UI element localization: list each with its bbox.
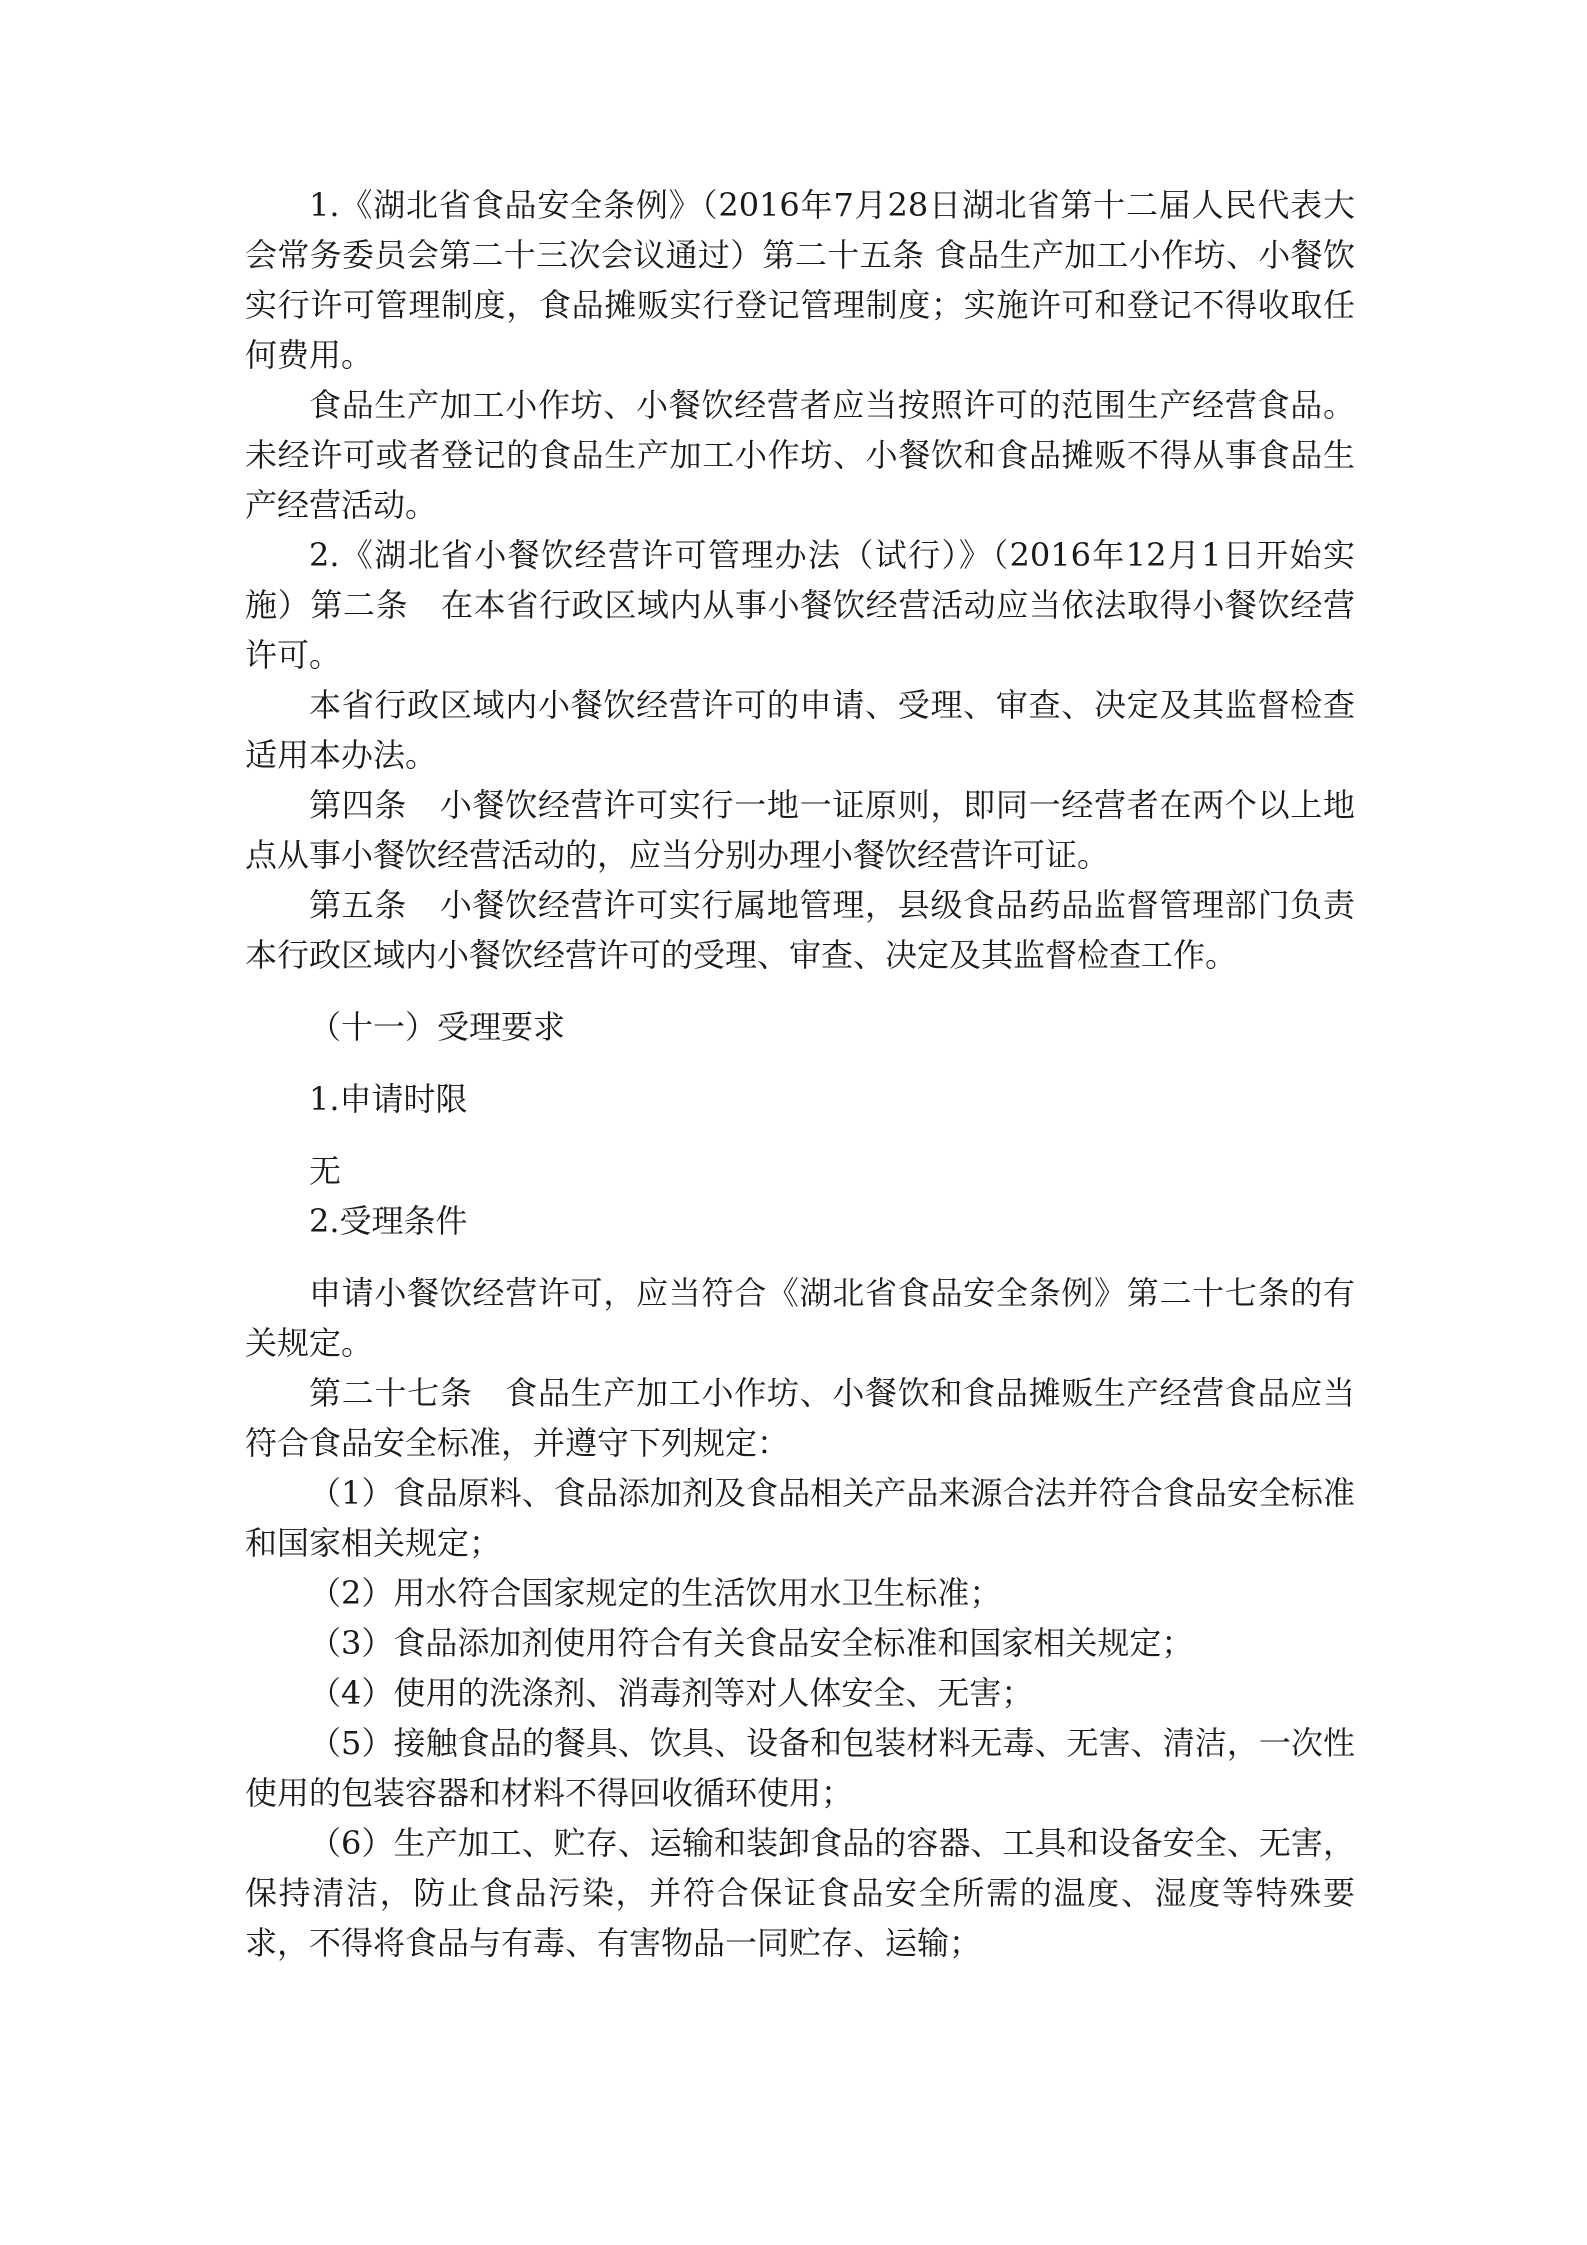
condition-article-27: 第二十七条 食品生产加工小作坊、小餐饮和食品摊贩生产经营食品应当符合食品安全标准，并遵守下列规定： xyxy=(245,1374,1355,1462)
document-body xyxy=(245,180,1355,1968)
item-title-time-limit: 1.申请时限 xyxy=(309,1080,468,1118)
condition-item-6: （6）生产加工、贮存、运输和装卸食品的容器、工具和设备安全、无害，保持清洁，防止食品污染，并符合保证食品安全所需的温度、湿度等特殊要求，不得将食品与有毒、有害物品一同贮存、运输； xyxy=(245,1824,1355,1962)
item-title-conditions: 2.受理条件 xyxy=(309,1202,468,1240)
item-body-time-limit: 无 xyxy=(309,1152,342,1190)
paragraph-article-4: 第四条 小餐饮经营许可实行一地一证原则，即同一经营者在两个以上地点从事小餐饮经营活动的，应当分别办理小餐饮经营许可证。 xyxy=(245,786,1355,874)
paragraph-applicability: 本省行政区域内小餐饮经营许可的申请、受理、审查、决定及其监督检查适用本办法。 xyxy=(245,686,1355,774)
condition-item-2: （2）用水符合国家规定的生活饮用水卫生标准； xyxy=(309,1574,1002,1612)
condition-item-4: （4）使用的洗涤剂、消毒剂等对人体安全、无害； xyxy=(309,1674,1034,1712)
paragraph-article-5: 第五条 小餐饮经营许可实行属地管理，县级食品药品监督管理部门负责本行政区域内小餐饮经营许可的受理、审查、决定及其监督检查工作。 xyxy=(245,886,1355,974)
condition-item-5: （5）接触食品的餐具、饮具、设备和包装材料无毒、无害、清洁，一次性使用的包装容器和材料不得回收循环使用； xyxy=(245,1724,1355,1812)
paragraph-article-2: 2.《湖北省小餐饮经营许可管理办法（试行）》（2016年12月1日开始实施）第二条 在本省行政区域内从事小餐饮经营活动应当依法取得小餐饮经营许可。 xyxy=(245,536,1355,674)
section-heading: （十一）受理要求 xyxy=(309,1008,566,1046)
condition-intro: 申请小餐饮经营许可，应当符合《湖北省食品安全条例》第二十七条的有关规定。 xyxy=(245,1274,1355,1362)
paragraph-article-25: 1.《湖北省食品安全条例》（2016年7月28日湖北省第十二届人民代表大会常务委员会第二十三次会议通过）第二十五条 食品生产加工小作坊、小餐饮实行许可管理制度，食品摊贩实行登记管理制度；实施许可和登记不得收取任何费用。 xyxy=(245,186,1355,374)
condition-item-3: （3）食品添加剂使用符合有关食品安全标准和国家相关规定； xyxy=(309,1624,1194,1662)
condition-item-1: （1）食品原料、食品添加剂及食品相关产品来源合法并符合食品安全标准和国家相关规定； xyxy=(245,1474,1355,1562)
paragraph-scope: 食品生产加工小作坊、小餐饮经营者应当按照许可的范围生产经营食品。未经许可或者登记的食品生产加工小作坊、小餐饮和食品摊贩不得从事食品生产经营活动。 xyxy=(245,386,1355,524)
